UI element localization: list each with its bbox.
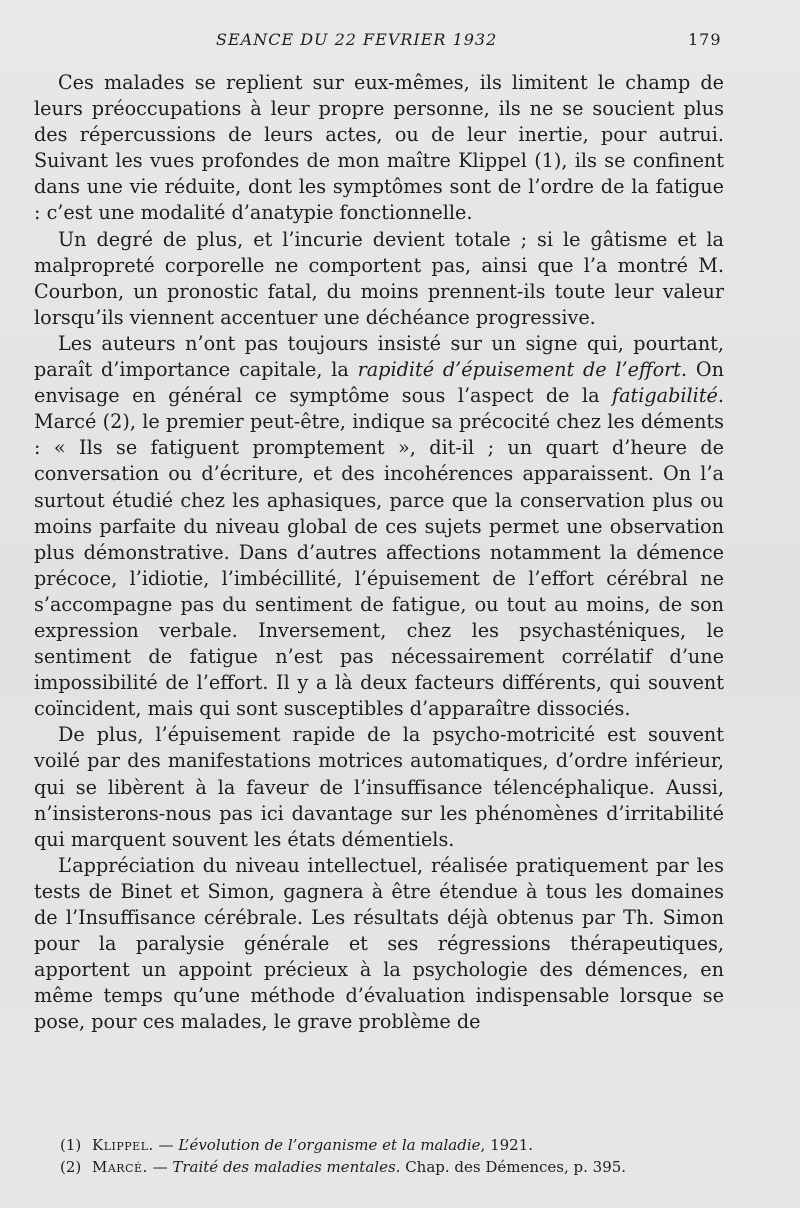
footnote [60,1134,740,1156]
text-run: L’appréciation du niveau intellectuel, réalisée pratiquement par les tests de Binet et Simon, gagnera à être étendue à tous les domaines de l’Insuffisance cérébrale. Les résultats déjà obtenus par Th. Simon pour la paralysie générale et ses régressions thérapeutiques, apportent un appoint précieux à la psychologie des démences, en même temps qu’une méthode d’évaluation indispensable lorsque se pose, pour ces malades, le grave problème de [34,853,724,1034]
paragraph [34,70,724,227]
text-run: . Marcé (2), le premier peut-être, indique sa précocité chez les déments : « Ils se fatiguent promptement », dit-il ; un quart d’heure de conversation ou d’écriture, et des incohérences apparaissent. On l’a surtout étudié chez les aphasiques, parce que la conservation plus ou moins parfaite du niveau global de ces sujets permet une observation plus démonstrative. Dans d’autres affections notamment la démence précoce, l’idiotie, l’imbécillité, l’épuisement de l’effort cérébral ne s’accompagne pas du sentiment de fatigue, ou tout au moins, de son expression verbale. Inversement, chez les psychasténiques, le sentiment de fatigue n’est pas nécessairement corrélatif d’une impossibilité de l’effort. Il y a là deux facteurs différents, qui souvent coïncident, mais qui sont susceptibles d’apparaître dissociés. [34,384,724,721]
footnote-rest: , 1921. [480,1136,534,1154]
text-run: De plus, l’épuisement rapide de la psycho-motricité est souvent voilé par des manifestations motrices automatiques, d’ordre inférieur, qui se libèrent à la faveur de l’insuffisance télencéphalique. Aussi, n’insisterons-nous pas ici davantage sur les phénomènes d’irritabilité qui marquent souvent les états démentiels. [34,723,724,851]
footnote-title: L’évolution de l’organisme et la maladie [178,1136,481,1154]
text-run: Les auteurs n’ont pas toujours insisté sur un signe qui, pourtant, paraît d’importance capitale, la [34,331,724,382]
footnote [60,1156,740,1178]
footnote-number: (2) [60,1158,82,1176]
footnote-dash: — [147,1158,173,1176]
footnote-number: (1) [60,1136,82,1154]
text-run: Un degré de plus, et l’incurie devient totale ; si le gâtisme et la malpropreté corporelle ne comportent pas, ainsi que l’a montré M. Courbon, un pronostic fatal, du moins prennent-ils toute leur valeur lorsqu’ils viennent accentuer une déchéance progressive. [34,227,724,329]
footnote-title: Traité des maladies mentales. [172,1158,401,1176]
footnote-dash: — [153,1136,179,1154]
footnotes [60,1134,740,1178]
paragraph [34,331,724,722]
italic-text: fatigabilité [612,384,718,408]
body-text [34,70,724,1035]
footnote-author: Marcé. [92,1158,148,1176]
text-run: . On envisage en général ce symptôme sous l’aspect de la [34,358,725,408]
page-number: 179 [688,30,722,49]
running-title: SEANCE DU 22 FEVRIER 1932 [216,30,498,49]
footnote-rest: Chap. des Démences, p. 395. [400,1158,627,1176]
text-run: Ces malades se replient sur eux-mêmes, ils limitent le champ de leurs préoccupations à leur propre personne, ils ne se soucient plus des répercussions de leurs actes, ou de leur inertie, pour autrui. Suivant les vues profondes de mon maître Klippel (1), ils se confinent dans une vie réduite, dont les symptômes sont de l’ordre de la fatigue : c’est une modalité d’anatypie fonctionnelle. [34,71,724,225]
italic-text: rapidité d’épuisement de l’effort [357,358,682,382]
running-header [0,26,800,56]
paragraph [34,227,724,331]
footnote-author: Klippel. [92,1136,154,1154]
paragraph [34,853,724,1036]
paragraph [34,722,724,852]
